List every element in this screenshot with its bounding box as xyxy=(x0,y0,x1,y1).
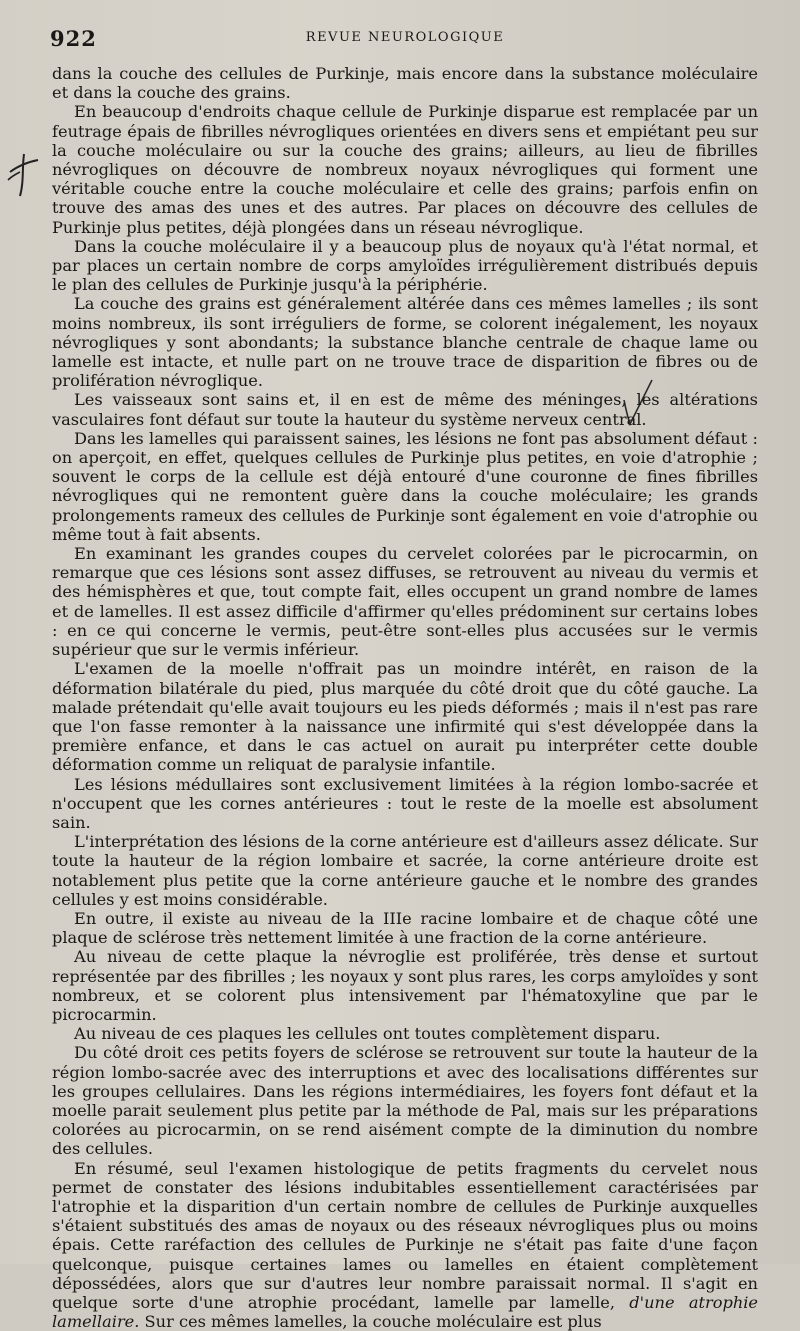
page-header xyxy=(50,26,760,52)
paragraph: Dans la couche moléculaire il y a beaucoup plus de noyaux qu'à l'état normal, et par places un certain nombre de corps amyloïdes irrégulièrement distribués depuis le plan des cellules de Purkinje jusqu'à la périphérie. xyxy=(52,236,758,295)
paragraph: La couche des grains est généralement altérée dans ces mêmes lamelles ; ils sont moins nombreux, ils sont irréguliers de forme, se colorent inégalement, les noyaux névrogliques y sont abondants; la substance blanche centrale de chaque lame ou lamelle est intacte, et nulle part on ne trouve trace de disparition de fibres ou de prolifération névroglique. xyxy=(52,294,758,391)
paragraph: L'interprétation des lésions de la corne antérieure est d'ailleurs assez délicate. Sur toute la hauteur de la région lombaire et sacrée, la corne antérieure droite est notablement plus petite que la corne antérieure gauche et le nombre des grandes cellules y est moins considérable. xyxy=(52,832,758,909)
paragraph: Au niveau de ces plaques les cellules ont toutes complètement disparu. xyxy=(74,1024,661,1044)
paragraph-tail: Sur ces mêmes lamelles, la couche moléculaire est plus xyxy=(139,1312,602,1331)
running-title: REVUE NEUROLOGIQUE xyxy=(305,30,505,45)
paragraph: dans la couche des cellules de Purkinje, mais encore dans la substance moléculaire et dans la couche des grains. xyxy=(52,64,758,103)
paragraph: Les vaisseaux sont sains et, il en est de même des méninges, les altérations vasculaires font défaut sur toute la hauteur du système nerveux central. xyxy=(52,390,758,429)
paragraph-last xyxy=(52,1159,758,1331)
paragraph: Dans les lamelles qui paraissent saines, les lésions ne font pas absolument défaut : on aperçoit, en effet, quelques cellules de Purkinje plus petites, en voie d'atrophie ; souvent le corps de la cellule est déjà entouré d'une couronne de fines fibrilles névrogliques qui ne remontent guère dans la couche moléculaire; les grands prolongements rameux des cellules de Purkinje sont également en voie d'atrophie ou même tout à fait absents. xyxy=(52,428,758,544)
paragraph: En outre, il existe au niveau de la IIIe racine lombaire et de chaque côté une plaque de sclérose très nettement limitée à une fraction de la corne antérieure. xyxy=(52,908,758,948)
paragraph: L'examen de la moelle n'offrait pas un moindre intérêt, en raison de la déformation bilatérale du pied, plus marquée du côté droit que du côté gauche. La malade prétendait qu'elle avait toujours eu les pieds déformés ; mais il n'est pas rare que l'on fasse remonter à la naissance une infirmité qui s'est développée dans la première enfance, et dans le cas actuel on aurait pu interpréter cette double déformation comme un reliquat de paralysie infantile. xyxy=(52,659,758,775)
paragraph: Au niveau de cette plaque la névroglie est proliférée, très dense et surtout représentée par des fibrilles ; les noyaux y sont plus rares, les corps amyloïdes y sont nombreux, et se colorent plus intensivement par l'hématoxyline que par le picrocarmin. xyxy=(52,947,758,1024)
page-number: 922 xyxy=(50,26,97,51)
handwritten-margin-cross xyxy=(4,150,40,198)
paragraph: En examinant les grandes coupes du cervelet colorées par le picrocarmin, on remarque que ces lésions sont assez diffuses, se retrouvent au niveau du vermis et des hémisphères et que, tout compte fait, elles occupent un grand nombre de lames et de lamelles. Il est assez difficile d'affirmer qu'elles prédominent sur certains lobes : en ce qui concerne le vermis, peut-être sont-elles plus accusées sur le vermis supérieur que sur le vermis inférieur. xyxy=(52,544,758,660)
paragraph: Les lésions médullaires sont exclusivement limitées à la région lombo-sacrée et n'occupent que les cornes antérieures : tout le reste de la moelle est absolument sain. xyxy=(52,774,758,832)
article-body xyxy=(52,64,758,1331)
paragraph: Du côté droit ces petits foyers de sclérose se retrouvent sur toute la hauteur de la région lombo-sacrée avec des interruptions et avec des localisations différentes sur les groupes cellulaires. Dans les régions intermédiaires, les foyers font défaut et la moelle parait seulement plus petite par la méthode de Pal, mais sur les préparations colorées au picrocarmin, on se rend aisément compte de la diminution du nombre des cellules. xyxy=(52,1043,758,1159)
italic-term: d'une atrophie lamellaire. xyxy=(52,1293,758,1331)
paragraph: En beaucoup d'endroits chaque cellule de Purkinje disparue est remplacée par un feutrage épais de fibrilles névrogliques orientées en divers sens et empiétant peu sur la couche moléculaire ou sur la couche des grains; ailleurs, au lieu de fibrilles névrogliques on découvre de nombreux noyaux névrogliques qui forment une véritable couche entre la couche moléculaire et celle des grains; parfois enfin on trouve des amas des unes et des autres. Par places on découvre des cellules de Purkinje plus petites, déjà plongées dans un réseau névroglique. xyxy=(52,102,758,237)
paragraph-text: En résumé, seul l'examen histologique de petits fragments du cervelet nous permet de constater des lésions indubitables essentiellement caractérisées par l'atrophie et la disparition d'un certain nombre de cellules de Purkinje auxquelles s'étaient substitués des amas de noyaux ou des réseaux névrogliques plus ou moins épais. Cette raréfaction des cellules de Purkinje ne s'était pas faite d'une façon quelconque, puisque certaines lames ou lamelles en étaient complètement dépossédées, alors que sur d'autres leur nombre paraissait normal. Il s'agit en quelque sorte d'une atrophie procédant, lamelle par lamelle, xyxy=(52,1158,758,1312)
